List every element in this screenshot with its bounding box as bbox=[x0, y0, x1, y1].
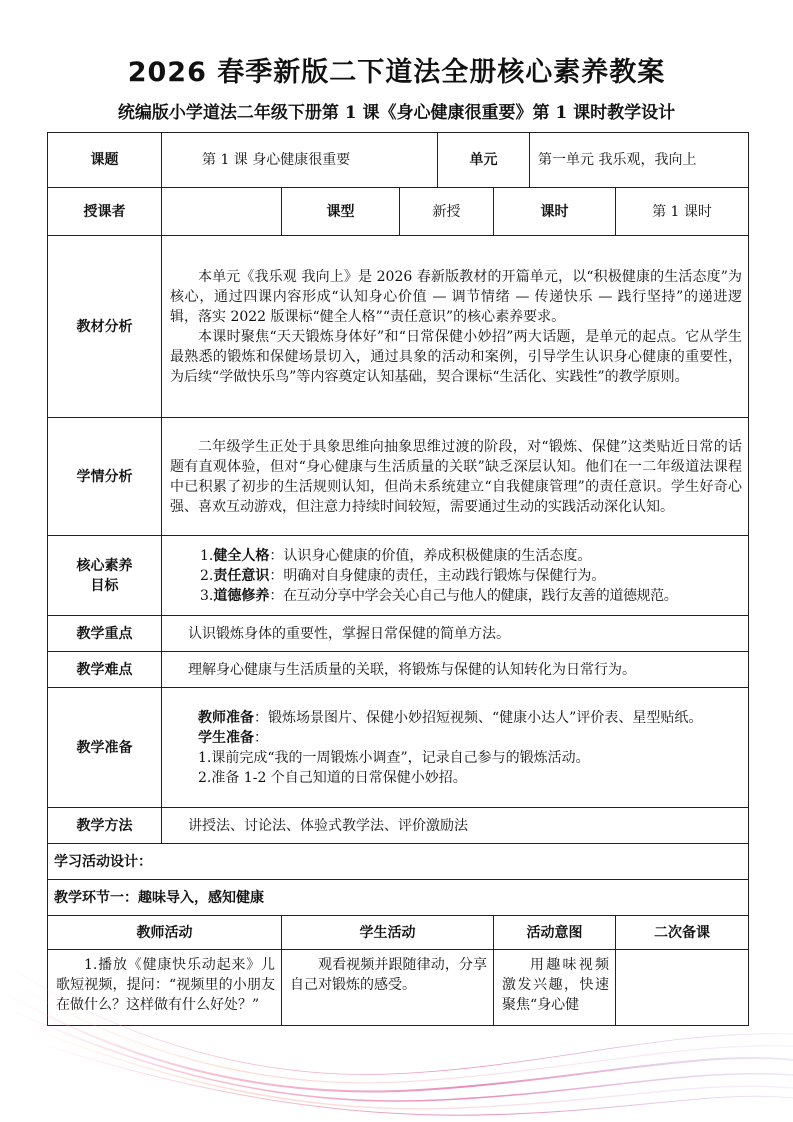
student-analysis-row bbox=[48, 418, 749, 536]
lesson-plan-table bbox=[47, 132, 749, 1026]
student-preparation-item-2: 2.准备 1-2 个自己知道的日常保健小妙招。 bbox=[198, 769, 467, 786]
material-analysis-label: 教材分析 bbox=[48, 236, 162, 418]
student-preparation: 学生准备： bbox=[198, 729, 268, 746]
method-value: 讲授法、讨论法、体验式教学法、评价激励法 bbox=[162, 808, 749, 844]
document-subtitle: 统编版小学道法二年级下册第 1 课《身心健康很重要》第 1 课时教学设计 bbox=[117, 103, 676, 123]
column-activity-intent: 活动意图 bbox=[494, 916, 616, 950]
period-label: 课时 bbox=[494, 188, 616, 236]
topic-value: 第 1 课 身心健康很重要 bbox=[162, 133, 438, 188]
unit-value: 第一单元 我乐观，我向上 bbox=[530, 133, 749, 188]
period-value: 第 1 课时 bbox=[616, 188, 749, 236]
topic-label: 课题 bbox=[48, 133, 162, 188]
key-point-row bbox=[48, 616, 749, 652]
activity-row bbox=[48, 950, 749, 1026]
activity-design-heading: 学习活动设计： bbox=[48, 844, 749, 880]
method-row bbox=[48, 808, 749, 844]
key-point-value: 认识锻炼身体的重要性，掌握日常保健的简单方法。 bbox=[162, 616, 749, 652]
material-paragraph-1: 本单元《我乐观 我向上》是 2026 春新版教材的开篇单元，以“积极健康的生活态度”为核心，通过四课内容形成“认知身心价值 — 调节情绪 — 传递快乐 — 践行坚持”的递进逻辑，落实 2022 版课标“健全人格”“责任意识”的核心素养要求。 bbox=[170, 268, 743, 325]
difficulty-value: 理解身心健康与生活质量的关联，将锻炼与保健的认知转化为日常行为。 bbox=[162, 652, 749, 688]
student-preparation-item-1: 1.课前完成“我的一周锻炼小调查”，记录自己参与的锻炼活动。 bbox=[198, 749, 590, 766]
key-point-label: 教学重点 bbox=[48, 616, 162, 652]
column-second-preparation: 二次备课 bbox=[616, 916, 749, 950]
material-paragraph-2: 本课时聚焦“天天锻炼身体好”和“日常保健小妙招”两大话题，是单元的起点。它从学生最熟悉的锻炼和保健场景切入，通过具象的活动和案例，引导学生认识身心健康的重要性，为后续“学做快乐鸟”等内容奠定认知基础，契合课标“生活化、实践性”的教学原则。 bbox=[170, 328, 743, 385]
teacher-row bbox=[48, 188, 749, 236]
preparation-content bbox=[162, 688, 749, 808]
teacher-preparation: 教师准备：锻炼场景图片、保健小妙招短视频、“健康小达人”评价表、星型贴纸。 bbox=[198, 709, 703, 726]
activity-header-row bbox=[48, 916, 749, 950]
goals-label-line1: 核心素养 bbox=[76, 557, 133, 574]
goal-item: 1.健全人格：认识身心健康的价值，养成积极健康的生活态度。 bbox=[200, 547, 592, 564]
preparation-row bbox=[48, 688, 749, 808]
goals-label bbox=[48, 536, 162, 616]
goal-item: 3.道德修养：在互动分享中学会关心自己与他人的健康，践行友善的道德规范。 bbox=[200, 587, 678, 604]
teacher-label: 授课者 bbox=[48, 188, 162, 236]
column-student-activity: 学生活动 bbox=[282, 916, 494, 950]
type-value: 新授 bbox=[400, 188, 494, 236]
teacher-value bbox=[162, 188, 282, 236]
activity-design-row bbox=[48, 844, 749, 880]
material-analysis-content bbox=[162, 236, 749, 418]
type-label: 课型 bbox=[282, 188, 400, 236]
unit-label: 单元 bbox=[438, 133, 530, 188]
difficulty-label: 教学难点 bbox=[48, 652, 162, 688]
section-one-heading: 教学环节一：趣味导入，感知健康 bbox=[48, 880, 749, 916]
teacher-activity-cell: 1.播放《健康快乐动起来》儿歌短视频，提问：“视频里的小朋友在做什么？这样做有什么好处？” bbox=[48, 950, 282, 1026]
preparation-label: 教学准备 bbox=[48, 688, 162, 808]
goals-row bbox=[48, 536, 749, 616]
document-title: 2026 春季新版二下道法全册核心素养教案 bbox=[127, 57, 666, 88]
student-analysis-label: 学情分析 bbox=[48, 418, 162, 536]
method-label: 教学方法 bbox=[48, 808, 162, 844]
difficulty-row bbox=[48, 652, 749, 688]
goals-list bbox=[162, 536, 749, 616]
section-one-row bbox=[48, 880, 749, 916]
student-activity-cell: 观看视频并跟随律动，分享自己对锻炼的感受。 bbox=[282, 950, 494, 1026]
material-analysis-row bbox=[48, 236, 749, 418]
second-preparation-cell bbox=[616, 950, 749, 1026]
column-teacher-activity: 教师活动 bbox=[48, 916, 282, 950]
student-analysis-content: 二年级学生正处于具象思维向抽象思维过渡的阶段，对“锻炼、保健”这类贴近日常的话题有直观体验，但对“身心健康与生活质量的关联”缺乏深层认知。他们在一二年级道法课程中已积累了初步的生活规则认知，但尚未系统建立“自我健康管理”的责任意识。学生好奇心强、喜欢互动游戏，但注意力持续时间较短，需要通过生动的实践活动深化认知。 bbox=[162, 418, 749, 536]
goal-item: 2.责任意识：明确对自身健康的责任，主动践行锻炼与保健行为。 bbox=[200, 567, 606, 584]
topic-row bbox=[48, 133, 749, 188]
goals-label-line2: 目标 bbox=[90, 577, 119, 594]
activity-intent-cell: 用趣味视频激发兴趣，快速聚焦“身心健 bbox=[494, 950, 616, 1026]
